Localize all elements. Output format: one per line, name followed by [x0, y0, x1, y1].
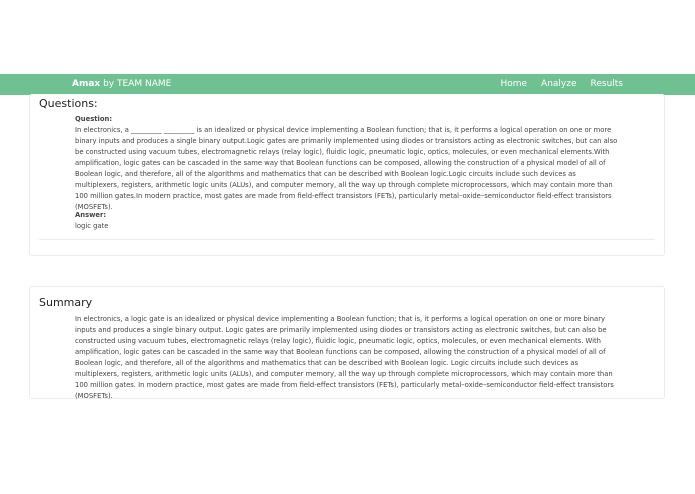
brand-name: Amax — [72, 79, 101, 89]
nav-link-home[interactable]: Home — [500, 79, 528, 89]
divider — [39, 239, 655, 240]
question-label: Question: — [75, 115, 113, 123]
questions-card — [29, 94, 665, 256]
answer-text: logic gate — [75, 222, 109, 230]
nav-link-results[interactable]: Results — [590, 79, 623, 89]
nav-links — [500, 79, 623, 89]
question-text: In electronics, a _________ _________ is an idealized or physical device implementing a Boolean function; that is, it performs a logical operation on one or more binary inputs and produces a single binary output.Logic gates are primarily implemented using diodes or transistors acting as electronic switches, but can also be constructed using vacuum tubes, electromagnetic relays (relay logic), fluidic logic, pneumatic logic, optics, molecules, or even mechanical elements.With amplification, logic gates can be cascaded in the same way that Boolean functions can be composed, allowing the construction of a physical model of all of Boolean logic, and therefore, all of the algorithms and mathematics that can be described with Boolean logic.Logic circuits include such devices as multiplexers, registers, arithmetic logic units (ALUs), and computer memory, all the way up through complete microprocessors, which may contain more than 100 million gates.In modern practice, most gates are made from field-effect transistors (FETs), particularly metal–oxide–semiconductor field-effect transistors (MOSFETs). — [75, 126, 618, 211]
brand-team: by TEAM NAME — [100, 79, 172, 89]
nav-link-analyze[interactable]: Analyze — [541, 79, 577, 89]
navbar — [0, 74, 695, 95]
brand-logo[interactable] — [72, 79, 171, 89]
summary-heading: Summary — [39, 296, 93, 309]
summary-card — [29, 286, 665, 399]
questions-heading: Questions: — [39, 97, 98, 110]
answer-label: Answer: — [75, 211, 107, 219]
summary-text: In electronics, a logic gate is an idealized or physical device implementing a Boolean function; that is, it performs a logical operation on one or more binary inputs and produces a single binary output. Logic gates are primarily implemented using diodes or transistors acting as electronic switches, but can also be constructed using vacuum tubes, electromagnetic relays (relay logic), fluidic logic, pneumatic logic, optics, molecules, or even mechanical elements. With amplification, logic gates can be cascaded in the same way that Boolean functions can be composed, allowing the construction of a physical model of all of Boolean logic, and therefore, all of the algorithms and mathematics that can be described with Boolean logic. Logic circuits include such devices as multiplexers, registers, arithmetic logic units (ALUs), and computer memory, all the way up through complete microprocessors, which may contain more than 100 million gates. In modern practice, most gates are made from field-effect transistors (FETs), particularly metal–oxide–semiconductor field-effect transistors (MOSFETs). — [75, 315, 614, 400]
